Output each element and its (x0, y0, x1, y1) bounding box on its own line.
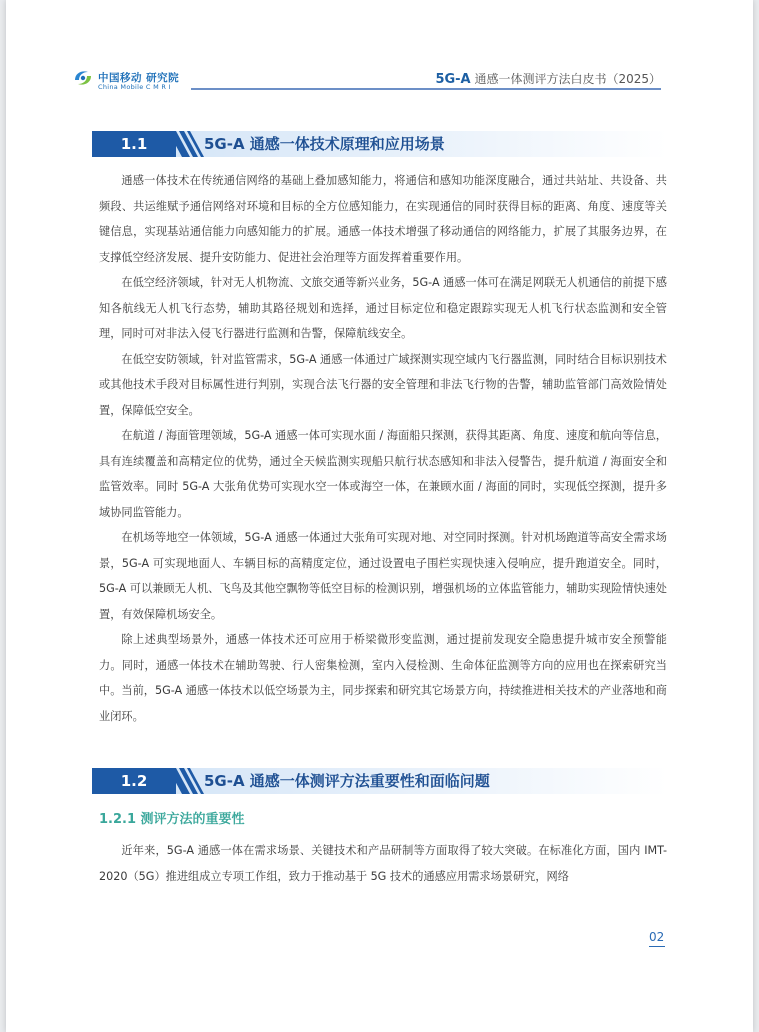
paragraph: 在低空安防领域，针对监管需求，5G-A 通感一体通过广域探测实现空域内飞行器监测，同时结合目标识别技术或其他技术手段对目标属性进行判别，实现合法飞行器的安全管理和非法飞行物的告警，辅助监管部门高效险情处置，保障低空安全。 (99, 352, 667, 417)
logo-chinese-text: 中国移动 研究院 (98, 72, 180, 84)
section-1-1-body (99, 168, 667, 729)
header-doc-title: 通感一体测评方法白皮书（2025） (474, 72, 661, 86)
paragraph: 在低空经济领域，针对无人机物流、文旅交通等新兴业务，5G-A 通感一体可在满足网联无人机通信的前提下感知各航线无人机飞行态势，辅助其路径规划和选择，通过目标定位和稳定跟踪实现无人机飞行状态监测和安全管理，同时可对非法入侵飞行器进行监测和告警，保障航线安全。 (99, 276, 667, 340)
page-number-underline (649, 946, 665, 947)
section-title: 5G-A 通感一体测评方法重要性和面临问题 (204, 772, 490, 790)
section-title: 5G-A 通感一体技术原理和应用场景 (204, 135, 445, 153)
section-number: 1.2 (92, 768, 176, 794)
header-rule (191, 88, 661, 90)
document-page (6, 0, 753, 1032)
china-mobile-logo-icon (72, 68, 94, 88)
section-heading-1-1 (92, 131, 667, 157)
running-header (435, 70, 661, 87)
paragraph: 在航道 / 海面管理领域，5G-A 通感一体可实现水面 / 海面船只探测，获得其距离、角度、速度和航向等信息，具有连续覆盖和高精定位的优势，通过全天候监测实现船只航行状态感知和非法入侵警告，提升航道 / 海面安全和监管效率。同时 5G-A 大张角优势可实现水空一体或海空一体，在兼顾水面 / 海面的同时，实现低空探测，提升多域协同监管能力。 (99, 429, 667, 519)
logo-english-text: China Mobile C M R I (98, 83, 171, 91)
paragraph: 通感一体技术在传统通信网络的基础上叠加感知能力，将通信和感知功能深度融合，通过共站址、共设备、共频段、共运维赋予通信网络对环境和目标的全方位感知能力，在实现通信的同时获得目标的距离、角度、速度等关键信息，实现基站通信能力向感知能力的扩展。通感一体技术增强了移动通信的网络能力，扩展了其服务边界，在支撑低空经济发展、提升安防能力、促进社会治理等方面发挥着重要作用。 (99, 174, 667, 264)
section-heading-1-2 (92, 768, 667, 794)
paragraph: 除上述典型场景外，通感一体技术还可应用于桥梁微形变监测，通过提前发现安全隐患提升城市安全预警能力。同时，通感一体技术在辅助驾驶、行人密集检测，室内入侵检测、生命体征监测等方向的应用也在探索研究当中。当前，5G-A 通感一体技术以低空场景为主，同步探索和研究其它场景方向，持续推进相关技术的产业落地和商业闭环。 (99, 633, 667, 723)
paragraph: 在机场等地空一体领域，5G-A 通感一体通过大张角可实现对地、对空同时探测。针对机场跑道等高安全需求场景，5G-A 可实现地面人、车辆目标的高精度定位，通过设置电子围栏实现快速入侵响应，提升跑道安全。同时，5G-A 可以兼顾无人机、飞鸟及其他空飘物等低空目标的检测识别，增强机场的立体监管能力，辅助实现险情快速处置，有效保障机场安全。 (99, 531, 667, 621)
header-brand: 5G-A (435, 72, 471, 87)
section-1-2-body (99, 838, 667, 889)
slash-decoration-icon (168, 131, 206, 157)
paragraph: 近年来，5G-A 通感一体在需求场景、关键技术和产品研制等方面取得了较大突破。在标准化方面，国内 IMT-2020（5G）推进组成立专项工作组，致力于推动基于 5G 技术的通感应用需求场景研究，网络 (99, 844, 667, 883)
subsection-title: 1.2.1 测评方法的重要性 (99, 812, 245, 827)
section-number: 1.1 (92, 131, 176, 157)
page-number: 02 (649, 930, 665, 944)
china-mobile-logo (72, 64, 192, 92)
slash-decoration-icon (168, 768, 206, 794)
